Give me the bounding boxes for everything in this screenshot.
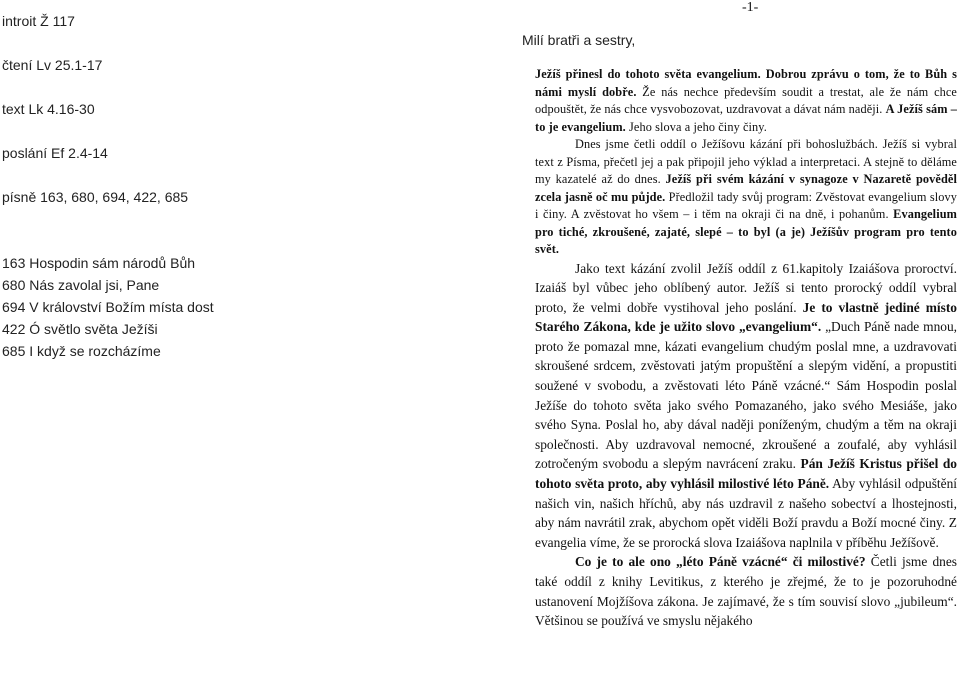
- songs-line: písně 163, 680, 694, 422, 685: [2, 189, 189, 205]
- bold-text: A Ježíš sám – to je evangelium.: [535, 102, 957, 134]
- song-item: 685 I když se rozcházíme: [2, 343, 161, 359]
- bold-text: Ježíš přinesl do tohoto světa evangelium. Dobrou zprávu o tom, že to Bůh s námi myslí dobře.: [535, 67, 957, 99]
- bold-text: Pán Ježíš Kristus přišel do tohoto světa proto, aby vyhlásil milostivé léto Páně.: [535, 456, 957, 492]
- sermon-text: [535, 66, 957, 631]
- page-number: -1-: [742, 0, 759, 15]
- bold-text: Ježíš při svém kázání v synagoze v Nazaretě pověděl zcela jasně oč mu půjde.: [535, 172, 957, 204]
- introit-line: introit Ž 117: [2, 13, 75, 29]
- song-item: 680 Nás zavolal jsi, Pane: [2, 277, 160, 293]
- song-item: 163 Hospodin sám národů Bůh: [2, 255, 196, 271]
- bold-text: Co je to ale ono „léto Páně vzácné“ či milostivé?: [575, 554, 866, 570]
- text: Že nás nechce především soudit a trestat, ale že nám chce odpouštět, že nás chce vysvobozovat, uzdravovat a dávat nám naději.: [535, 84, 957, 116]
- sending-line: poslání Ef 2.4-14: [2, 145, 108, 161]
- song-item: 694 V království Božím místa dost: [2, 299, 214, 315]
- text: Aby vyhlásil odpuštění našich vin, našich hříchů, aby nás uzdravil z našeho sobectví a lhostejnosti, aby nám navrátil zrak, abychom opět viděli Boží pravdu a Boží mocné činy. Z evangelia víme, že se prorocká slova Izaiášova naplnila v příběhu Ježíšově.: [535, 476, 958, 550]
- text: Jeho slova a jeho činy činy.: [625, 119, 767, 134]
- text: Jako text kázání zvolil Ježíš oddíl z 61.kapitoly Izaiášova proroctví. Izaiáš byl vůbec jeho oblíbený autor. Ježíš si tento prorocký oddíl vybral proto, že velmi dobře vystihoval jeho poslání.: [535, 260, 957, 315]
- reading-line: čtení Lv 25.1-17: [2, 57, 103, 73]
- bold-text: Je to vlastně jediné místo Starého Zákona, kde je užito slovo „evangelium“.: [535, 299, 957, 335]
- paragraph-1: [535, 66, 957, 136]
- greeting: Milí bratři a sestry,: [522, 32, 636, 48]
- text: „Duch Páně nade mnou, proto že pomazal mne, kázati evangelium chudým poslal mne, a uzdravovati skroušené srdcem, zvěstovati jatým propuštění a slepým vidění, a propustiti soužené v svobodu, a zvěstovati léto Páně vzácné.“ Sám Hospodin poslal Ježíše do tohoto světa jako svého Pomazaného, jako svého Mesiáše, jako svého Syna. Poslal ho, aby dával naději poníženým, chudým a těm na okraji společnosti. Aby uzdravoval nemocné, zkroušené a zoufalé, aby vyhlásil zotročeným svobodu a slepým navrácení zraku.: [535, 319, 958, 472]
- text: Dnes jsme četli oddíl o Ježíšovu kázání při bohoslužbách. Ježíš si vybral text z Písma, přečetl jej a pak připojil jeho výklad a interpretaci. A stejně to děláme my kazatelé až do dnes.: [535, 137, 957, 186]
- paragraph-4: [535, 552, 957, 630]
- service-order: [2, 10, 262, 362]
- paragraph-2: [535, 136, 957, 259]
- paragraph-3: [535, 259, 957, 553]
- song-item: 422 Ó světlo světa Ježíši: [2, 321, 158, 337]
- text-line: text Lk 4.16-30: [2, 101, 95, 117]
- text: Četli jsme dnes také oddíl z knihy Levitikus, z kterého je zřejmé, že to je pozoruhodné ustanovení Mojžíšova zákona. Je zajímavé, že s tím souvisí slovo „jubileum“. Většinou se používá ve smyslu nějakého: [535, 554, 957, 629]
- bold-text: Evangelium pro tiché, zkroušené, zajaté, slepé – to byl (a je) Ježíšův program pro tento svět.: [535, 207, 957, 256]
- text: Předložil tady svůj program: Zvěstovat evangelium slovy i činy. A zvěstovat ho všem – i těm na okraji či na dně, i pohanům.: [535, 189, 958, 221]
